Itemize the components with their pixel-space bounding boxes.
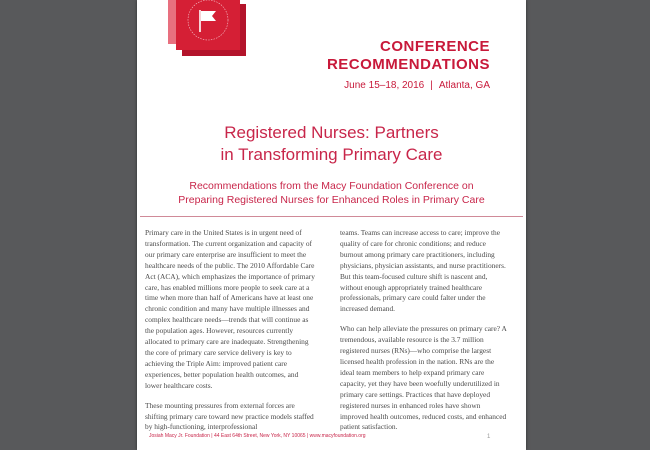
document-page xyxy=(137,0,526,450)
paragraph: Who can help alleviate the pressures on primary care? A tremendous, available resource is the 3.7 million registered nurses (RNs)—who comprise the largest licensed health profession in the nation. RNs are the ideal team members to help expand primary care capacity, yet they have been woefully underutilized in primary care settings. Practices that have deployed registered nurses in enhanced roles have shown improved health outcomes, reduced costs, and enhanced patient satisfaction. xyxy=(340,324,507,432)
document-title xyxy=(137,122,526,166)
conference-date-location xyxy=(327,80,490,91)
title-line1: Registered Nurses: Partners xyxy=(224,123,439,142)
flag-icon xyxy=(176,0,240,50)
conference-header xyxy=(327,38,490,91)
paragraph: teams. Teams can increase access to care; improve the quality of care for chronic conditions; and reduce burnout among primary care practitioners, including physicians, physician assistants, and nurse practitioners. But this team-focused culture shift is nascent and, without enough appropriately trained healthcare professionals, primary care could falter under the increased demand. xyxy=(340,228,506,314)
body-column-1 xyxy=(145,228,315,442)
conference-location: Atlanta, GA xyxy=(438,80,490,91)
conference-date: June 15–18, 2016 xyxy=(344,80,425,91)
title-line2: in Transforming Primary Care xyxy=(220,145,443,164)
separator: | xyxy=(430,80,433,91)
header-line1: CONFERENCE xyxy=(379,38,490,55)
divider xyxy=(140,216,523,217)
page-number: 1 xyxy=(487,434,491,440)
body-column-2 xyxy=(340,228,510,442)
subtitle-line1: Recommendations from the Macy Foundation Conference on xyxy=(189,180,474,192)
header-line2: RECOMMENDATIONS xyxy=(326,56,490,73)
paragraph: These mounting pressures from external forces are shifting primary care toward new practice models staffed by high-functioning, interprofessional xyxy=(145,400,314,432)
foundation-logo xyxy=(168,0,248,56)
page-footer: Josiah Macy Jr. Foundation | 44 East 64th Street, New York, NY 10065 | www.macyfoundation.org xyxy=(149,433,366,439)
paragraph: Primary care in the United States is in urgent need of transformation. The current organization and capacity of our primary care enterprise are insufficient to meet the healthcare needs of the public. The 2010 Affordable Care Act (ACA), which emphasizes the importance of primary care, has enabled millions more people to seek care at a time when more than half of Americans have at least one chronic condition and many have multiple illnesses and complex healthcare needs—trends that will continue as the population ages. However, resources currently allocated to primary care are inadequate. Strengthening the core of primary care service delivery is key to achieving the Triple Aim: improved patient care experiences, better population health outcomes, and lower healthcare costs. xyxy=(145,228,315,390)
subtitle-line2: Preparing Registered Nurses for Enhanced Roles in Primary Care xyxy=(178,194,485,206)
document-subtitle xyxy=(137,179,526,207)
